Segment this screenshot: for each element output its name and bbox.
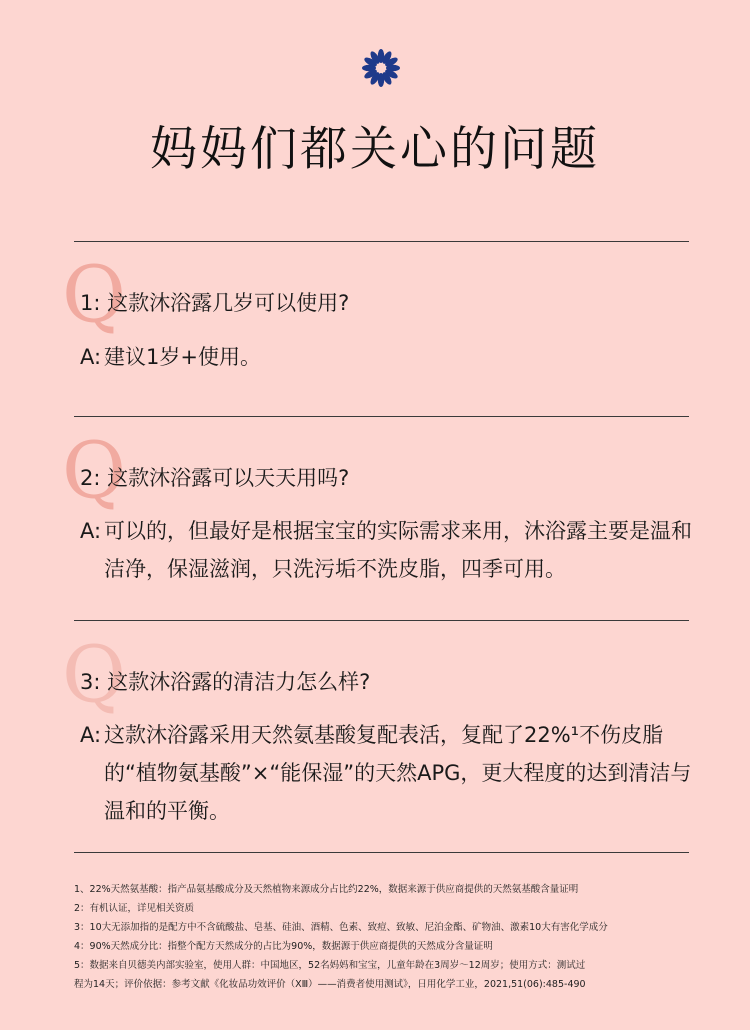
footnotes <box>74 880 690 994</box>
divider <box>74 241 689 242</box>
answer-prefix: A: <box>80 519 102 543</box>
q-mark-decoration: Q <box>62 426 126 516</box>
footnote: 1、22%天然氨基酸：指产品氨基酸成分及天然植物来源成分占比约22%，数据来源于供应商提供的天然氨基酸含量证明 <box>74 884 579 895</box>
answer-text: 可以的，但最好是根据宝宝的实际需求来用，沐浴露主要是温和洁净，保湿滋润，只洗污垢不洗皮脂，四季可用。 <box>104 519 692 581</box>
answer-text: 这款沐浴露采用天然氨基酸复配表活，复配了22%¹不伤皮脂的“植物氨基酸”×“能保湿”的天然APG，更大程度的达到清洁与温和的平衡。 <box>104 723 692 823</box>
page-title: 妈妈们都关心的问题 <box>150 122 600 177</box>
footnote: 4：90%天然成分比：指整个配方天然成分的占比为90%，数据源于供应商提供的天然成分含量证明 <box>74 941 493 952</box>
faq-question-1: 1: 这款沐浴露几岁可以使用? <box>80 291 350 315</box>
faq-question-2: 2: 这款沐浴露可以天天用吗? <box>80 466 350 490</box>
q-mark-decoration: Q <box>62 250 126 340</box>
footnote: 2：有机认证，详见相关资质 <box>74 903 195 914</box>
answer-text: 建议1岁+使用。 <box>104 345 261 369</box>
footnote: 3：10大无添加指的是配方中不含硫酸盐、皂基、硅油、酒精、色素、致痘、致敏、尼泊金酯、矿物油、激素10大有害化学成分 <box>74 922 608 933</box>
divider <box>74 852 689 853</box>
flower-logo-icon <box>361 48 401 88</box>
faq-question-3: 3: 这款沐浴露的清洁力怎么样? <box>80 670 371 694</box>
faq-answer-3 <box>80 716 692 830</box>
faq-answer-1 <box>80 338 692 376</box>
footnote: 5：数据来自贝德美内部实验室，使用人群：中国地区，52名妈妈和宝宝，儿童年龄在3周岁～12周岁；使用方式：测试过 <box>74 960 586 971</box>
faq-answer-2 <box>80 512 692 588</box>
footnote: 程为14天；评价依据：参考文献《化妆品功效评价（ⅩⅢ）——消费者使用测试》，日用化学工业，2021,51(06):485-490 <box>74 979 586 990</box>
answer-prefix: A: <box>80 723 102 747</box>
q-mark-decoration: Q <box>62 630 126 720</box>
divider <box>74 620 689 621</box>
divider <box>74 416 689 417</box>
answer-prefix: A: <box>80 345 102 369</box>
